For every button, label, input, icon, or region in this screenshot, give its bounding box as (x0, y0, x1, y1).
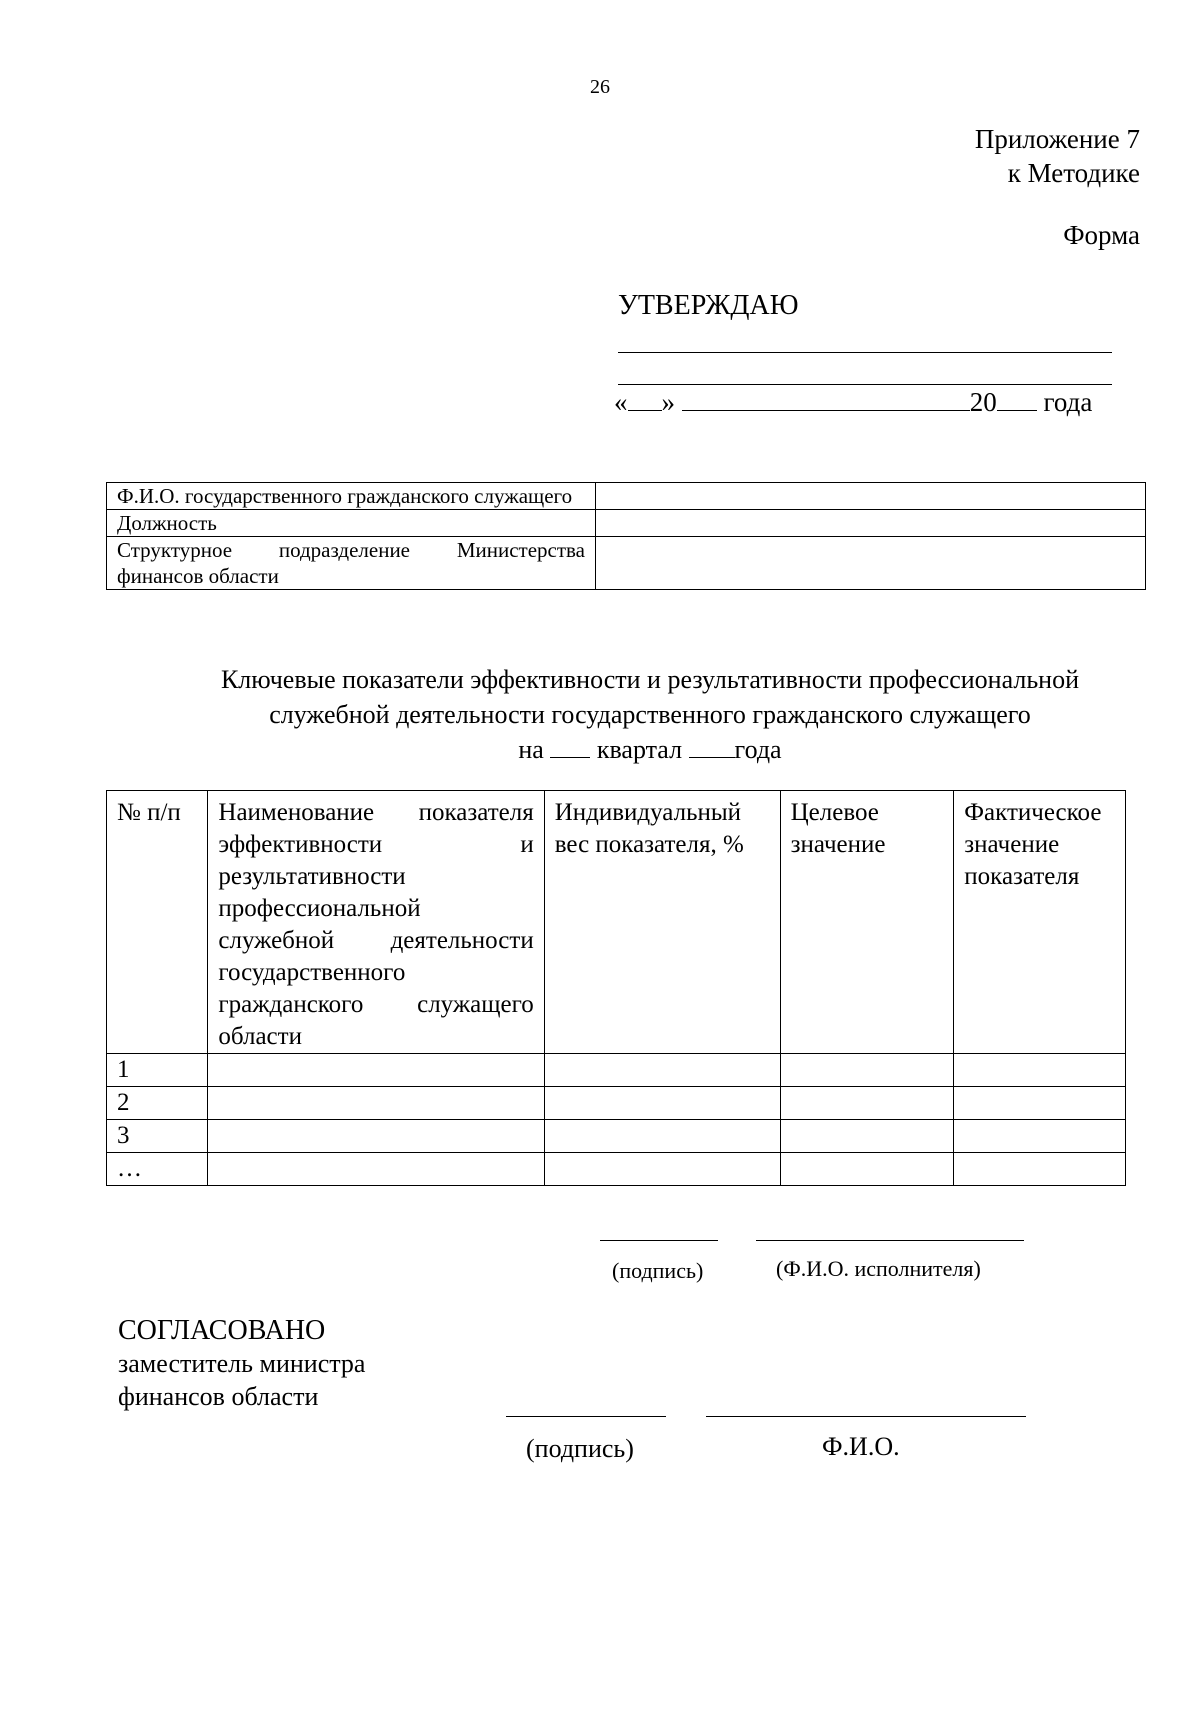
date-year-word: года (1043, 387, 1093, 417)
row-name-cell[interactable] (208, 1120, 544, 1153)
info-label-name: Ф.И.О. государственного гражданского служащего (107, 483, 596, 510)
date-year-blank[interactable] (997, 386, 1037, 411)
row-number: 1 (107, 1054, 208, 1087)
kpi-header-name: Наименование показателя эффективности и результативности профессиональной служебной деятельности государственного гражданского служащего области (208, 791, 544, 1054)
row-name-cell[interactable] (208, 1153, 544, 1186)
row-weight-cell[interactable] (544, 1087, 780, 1120)
date-month-blank[interactable] (682, 386, 970, 411)
row-actual-cell[interactable] (954, 1153, 1126, 1186)
row-actual-cell[interactable] (954, 1120, 1126, 1153)
row-number: 3 (107, 1120, 208, 1153)
row-name-cell[interactable] (208, 1087, 544, 1120)
row-actual-cell[interactable] (954, 1054, 1126, 1087)
kpi-header-row (107, 791, 1126, 1054)
agreed-name-caption: Ф.И.О. (822, 1432, 900, 1461)
info-row-department (107, 537, 1146, 590)
approval-date (614, 386, 1114, 418)
date-day-blank[interactable] (628, 386, 662, 411)
info-row-name (107, 483, 1146, 510)
table-row (107, 1087, 1126, 1120)
row-weight-cell[interactable] (544, 1153, 780, 1186)
executor-signature-line[interactable] (600, 1240, 718, 1241)
page-number: 26 (590, 76, 610, 98)
row-number: 2 (107, 1087, 208, 1120)
info-row-position (107, 510, 1146, 537)
heading-middle: квартал (596, 735, 683, 764)
agreed-signature-line[interactable] (506, 1416, 666, 1417)
agreed-signature-caption: (подпись) (526, 1434, 634, 1463)
row-number: … (107, 1153, 208, 1186)
kpi-table (106, 790, 1126, 1186)
table-row (107, 1153, 1126, 1186)
quarter-blank[interactable] (550, 735, 590, 758)
info-label-department: Структурное подразделение Министерства финансов области (107, 537, 596, 590)
table-row (107, 1120, 1126, 1153)
info-value-name[interactable] (596, 483, 1146, 510)
appendix-line-1: Приложение 7 (974, 124, 1140, 154)
kpi-header-actual: Фактическое значение показателя (954, 791, 1126, 1054)
heading-line-1: Ключевые показатели эффективности и результативности профессиональной (220, 665, 1080, 694)
kpi-header-target: Целевое значение (780, 791, 954, 1054)
kpi-header-weight: Индивидуальный вес показателя, % (544, 791, 780, 1054)
agreed-block (118, 1314, 365, 1413)
kpi-heading (0, 662, 1200, 767)
date-year-prefix: 20 (969, 387, 997, 417)
date-close-quote: » (661, 387, 675, 417)
row-target-cell[interactable] (780, 1120, 954, 1153)
heading-line-2: служебной деятельности государственного гражданского служащего (269, 700, 1031, 729)
employee-info-table (106, 482, 1146, 590)
row-target-cell[interactable] (780, 1087, 954, 1120)
executor-name-caption: (Ф.И.О. исполнителя) (776, 1256, 981, 1281)
row-weight-cell[interactable] (544, 1054, 780, 1087)
row-actual-cell[interactable] (954, 1087, 1126, 1120)
agreed-name-line[interactable] (706, 1416, 1026, 1417)
table-row (107, 1054, 1126, 1087)
heading-prefix: на (518, 735, 544, 764)
heading-line-3 (0, 732, 1200, 767)
kpi-header-number: № п/п (107, 791, 208, 1054)
approval-name-line[interactable] (618, 384, 1112, 385)
info-value-position[interactable] (596, 510, 1146, 537)
appendix-line-2: к Методике (1007, 158, 1140, 188)
date-open-quote: « (614, 387, 628, 417)
row-weight-cell[interactable] (544, 1120, 780, 1153)
row-name-cell[interactable] (208, 1054, 544, 1087)
row-target-cell[interactable] (780, 1153, 954, 1186)
info-value-department[interactable] (596, 537, 1146, 590)
year-blank[interactable] (689, 735, 735, 758)
agreed-title: СОГЛАСОВАНО (118, 1315, 326, 1346)
form-label: Форма (1063, 220, 1140, 250)
row-target-cell[interactable] (780, 1054, 954, 1087)
agreed-line-2: финансов области (118, 1382, 319, 1411)
approval-title: УТВЕРЖДАЮ (618, 290, 799, 321)
agreed-line-1: заместитель министра (118, 1349, 366, 1378)
appendix-header (975, 122, 1140, 190)
executor-name-line[interactable] (756, 1240, 1024, 1241)
executor-signature-caption: (подпись) (612, 1258, 704, 1283)
heading-suffix: года (734, 735, 782, 764)
approval-signature-line[interactable] (618, 352, 1112, 353)
info-label-position: Должность (107, 510, 596, 537)
